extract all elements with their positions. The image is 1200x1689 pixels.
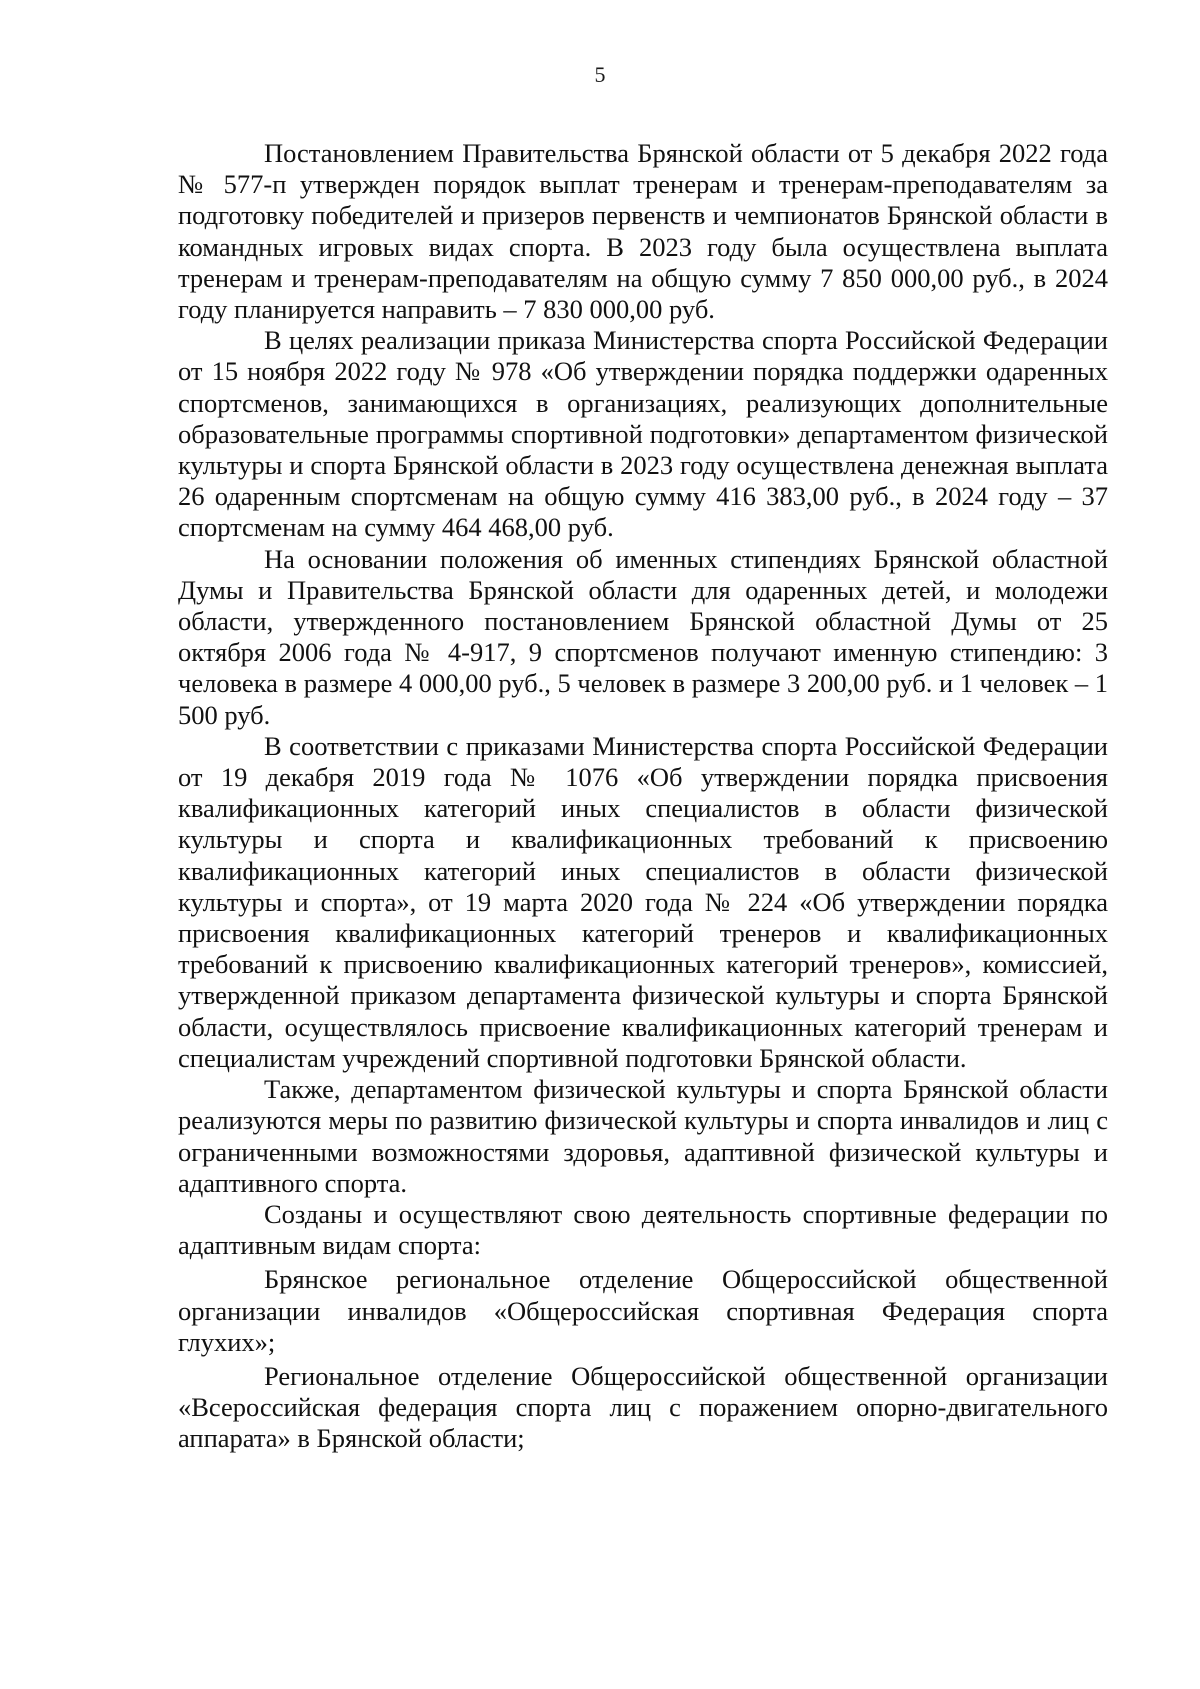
paragraph-adaptive-federations-intro: Созданы и осуществляют свою деятельность спортивные федерации по адаптивным видам спорта:: [178, 1198, 1108, 1261]
paragraph-deaf-sport-federation: Брянское региональное отделение Общероссийской общественной организации инвалидов «Общероссийская спортивная Федерация спорта глухих»;: [178, 1264, 1108, 1357]
paragraph-gifted-athletes-support: В целях реализации приказа Министерства спорта Российской Федерации от 15 ноября 2022 году № 978 «Об утверждении порядка поддержки одаренных спортсменов, занимающихся в организациях, реализующих дополнительные образовательные программы спортивной подготовки» департаментом физической культуры и спорта Брянской области в 2023 году осуществлена денежная выплата 26 одаренным спортсменам на общую сумму 416 383,00 руб., в 2024 году – 37 спортсменам на сумму 464 468,00 руб.: [178, 325, 1108, 543]
page-number: 5: [594, 62, 606, 87]
paragraph-qualification-categories: В соответствии с приказами Министерства спорта Российской Федерации от 19 декабря 2019 года № 1076 «Об утверждении порядка присвоения квалификационных категорий иных специалистов в области физической культуры и спорта и квалификационных требований к присвоению квалификационных категорий иных специалистов в области физической культуры и спорта», от 19 марта 2020 года № 224 «Об утверждении порядка присвоения квалификационных категорий тренеров и квалификационных требований к присвоению квалификационных категорий тренеров», комиссией, утвержденной приказом департамента физической культуры и спорта Брянской области, осуществлялось присвоение квалификационных категорий тренерам и специалистам учреждений спортивной подготовки Брянской области.: [178, 730, 1108, 1073]
paragraph-musculoskeletal-sport-federation: Региональное отделение Общероссийской общественной организации «Всероссийская федерация спорта лиц с поражением опорно-двигательного аппарата» в Брянской области;: [178, 1360, 1108, 1454]
paragraph-adaptive-sport-measures: Также, департаментом физической культуры и спорта Брянской области реализуются меры по развитию физической культуры и спорта инвалидов и лиц с ограниченными возможностями здоровья, адаптивной физической культуры и адаптивного спорта.: [178, 1074, 1108, 1198]
paragraph-named-scholarships: На основании положения об именных стипендиях Брянской областной Думы и Правительства Брянской области для одаренных детей, и молодежи области, утвержденного постановлением Брянской областной Думы от 25 октября 2006 года № 4-917, 9 спортсменов получают именную стипендию: 3 человека в размере 4 000,00 руб., 5 человек в размере 3 200,00 руб. и 1 человек – 1 500 руб.: [178, 543, 1108, 730]
document-body: [178, 138, 1108, 1455]
paragraph-coach-payments: Постановлением Правительства Брянской области от 5 декабря 2022 года № 577-п утвержден порядок выплат тренерам и тренерам-преподавателям за подготовку победителей и призеров первенств и чемпионатов Брянской области в командных игровых видах спорта. В 2023 году была осуществлена выплата тренерам и тренерам-преподавателям на общую сумму 7 850 000,00 руб., в 2024 году планируется направить – 7 830 000,00 руб.: [178, 138, 1108, 325]
